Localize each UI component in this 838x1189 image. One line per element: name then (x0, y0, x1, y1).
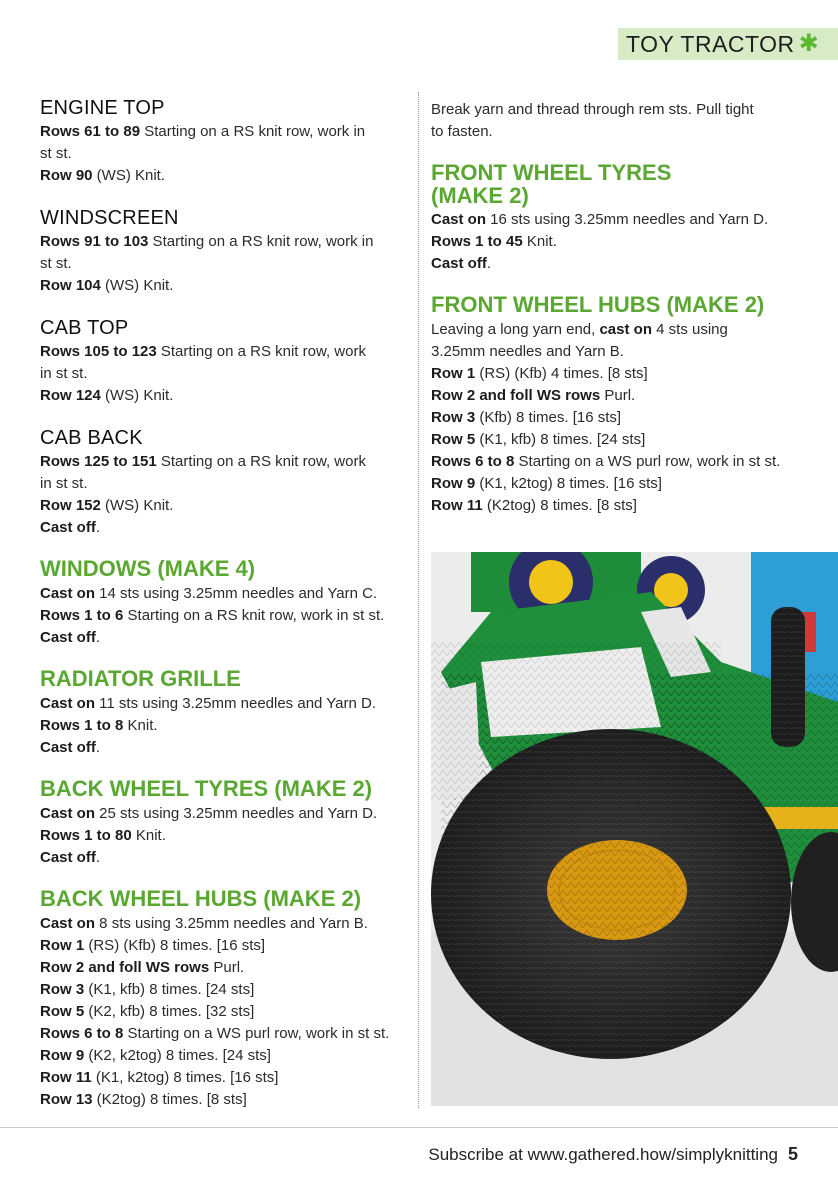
instruction-line: Row 3 (Kfb) 8 times. [16 sts] (431, 409, 622, 426)
instruction-line: Rows 1 to 6 Starting on a RS knit row, work in st st. (40, 607, 385, 624)
tractor-photo (431, 552, 838, 1106)
instruction-line: in st st. (40, 365, 88, 382)
instruction-line: Row 90 (WS) Knit. (40, 167, 166, 184)
heading-back-wheel-tyres: BACK WHEEL TYRES (MAKE 2) (40, 776, 373, 801)
instruction-line: Row 11 (K1, k2tog) 8 times. [16 sts] (40, 1069, 279, 1086)
footer-rule (0, 1127, 838, 1128)
instruction-line: Row 11 (K2tog) 8 times. [8 sts] (431, 497, 637, 514)
instruction-line: Row 2 and foll WS rows Purl. (431, 387, 636, 404)
instruction-line: in st st. (40, 475, 88, 492)
instruction-line: Rows 91 to 103 Starting on a RS knit row, work in (40, 233, 374, 250)
heading-cab-top: CAB TOP (40, 317, 129, 339)
instruction-line: Row 5 (K2, kfb) 8 times. [32 sts] (40, 1003, 255, 1020)
instruction-line: Row 1 (RS) (Kfb) 8 times. [16 sts] (40, 937, 266, 954)
instruction-line: Leaving a long yarn end, cast on 4 sts using (431, 321, 728, 338)
instruction-line: Row 13 (K2tog) 8 times. [8 sts] (40, 1091, 247, 1108)
instruction-line: Row 152 (WS) Knit. (40, 497, 174, 514)
footer-subscribe-text: Subscribe at www.gathered.how/simplyknitting (428, 1145, 778, 1164)
heading-front-wheel-hubs: FRONT WHEEL HUBS (MAKE 2) (431, 292, 765, 317)
instruction-line: Rows 1 to 8 Knit. (40, 717, 158, 734)
instruction-line: Cast off. (40, 629, 101, 646)
instruction-line: Break yarn and thread through rem sts. Pull tight (431, 101, 754, 118)
heading-back-wheel-hubs: BACK WHEEL HUBS (MAKE 2) (40, 886, 362, 911)
instruction-line: Rows 6 to 8 Starting on a WS purl row, work in st st. (431, 453, 781, 470)
instruction-line: Row 124 (WS) Knit. (40, 387, 174, 404)
asterisk-flower-icon: ✱ (798, 30, 819, 57)
instruction-line: Row 1 (RS) (Kfb) 4 times. [8 sts] (431, 365, 648, 382)
instruction-line: Row 9 (K1, k2tog) 8 times. [16 sts] (431, 475, 662, 492)
instruction-line: Rows 6 to 8 Starting on a WS purl row, work in st st. (40, 1025, 390, 1042)
instruction-line: Row 9 (K2, k2tog) 8 times. [24 sts] (40, 1047, 271, 1064)
instruction-line: Rows 61 to 89 Starting on a RS knit row, work in (40, 123, 366, 140)
section-header-tab (618, 28, 838, 60)
instruction-line: to fasten. (431, 123, 493, 140)
instruction-line: Cast off. (40, 519, 101, 536)
instruction-line: Cast on 11 sts using 3.25mm needles and Yarn D. (40, 695, 377, 712)
instruction-line: Cast on 25 sts using 3.25mm needles and Yarn D. (40, 805, 378, 822)
instruction-line: Rows 105 to 123 Starting on a RS knit row, work (40, 343, 366, 360)
heading-front-wheel-tyres: FRONT WHEEL TYRES (431, 160, 672, 185)
instruction-line: Cast on 8 sts using 3.25mm needles and Yarn B. (40, 915, 368, 932)
instruction-line: Cast off. (40, 849, 101, 866)
instruction-line: Rows 125 to 151 Starting on a RS knit row, work (40, 453, 366, 470)
page-number: 5 (787, 1144, 798, 1164)
instruction-line: Row 5 (K1, kfb) 8 times. [24 sts] (431, 431, 646, 448)
heading-engine-top: ENGINE TOP (40, 97, 165, 119)
heading-radiator-grille: RADIATOR GRILLE (40, 666, 241, 691)
footer (428, 1144, 798, 1165)
instruction-line: Row 104 (WS) Knit. (40, 277, 174, 294)
heading-windows: WINDOWS (MAKE 4) (40, 556, 256, 581)
heading-windscreen: WINDSCREEN (40, 207, 179, 229)
instruction-line: Cast on 16 sts using 3.25mm needles and Yarn D. (431, 211, 769, 228)
instruction-line: st st. (40, 255, 72, 272)
instruction-line: Rows 1 to 80 Knit. (40, 827, 166, 844)
instruction-line: Cast off. (40, 739, 101, 756)
heading-cab-back: CAB BACK (40, 427, 143, 449)
instruction-line: Row 2 and foll WS rows Purl. (40, 959, 245, 976)
column-divider (418, 92, 419, 1108)
instruction-line: Rows 1 to 45 Knit. (431, 233, 557, 250)
instruction-line: Cast off. (431, 255, 492, 272)
knitted-tractor-illustration (431, 552, 838, 1106)
instruction-line: Cast on 14 sts using 3.25mm needles and Yarn C. (40, 585, 378, 602)
heading-front-wheel-tyres-line2: (MAKE 2) (431, 183, 529, 208)
section-title: TOY TRACTOR (626, 30, 795, 57)
instruction-line: Row 3 (K1, kfb) 8 times. [24 sts] (40, 981, 255, 998)
instruction-line: 3.25mm needles and Yarn B. (431, 343, 624, 360)
instruction-line: st st. (40, 145, 72, 162)
